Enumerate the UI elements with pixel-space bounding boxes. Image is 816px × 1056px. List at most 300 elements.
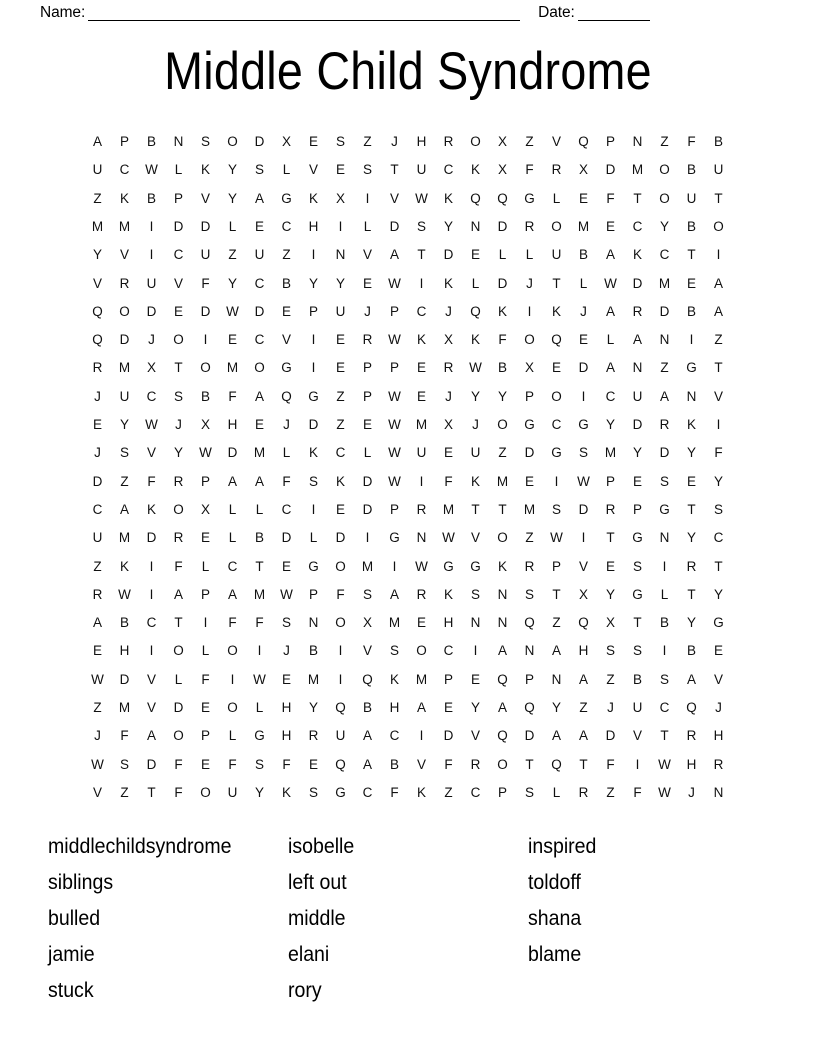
grid-cell[interactable]: D [389, 218, 400, 234]
grid-cell[interactable]: V [470, 728, 480, 744]
grid-cell[interactable]: C [362, 784, 373, 800]
grid-cell[interactable]: J [175, 417, 182, 433]
grid-cell[interactable]: C [119, 162, 130, 178]
grid-cell[interactable]: C [416, 303, 427, 319]
grid-cell[interactable]: V [173, 275, 183, 291]
grid-cell[interactable]: A [713, 303, 723, 319]
grid-cell[interactable]: L [471, 275, 480, 291]
grid-cell[interactable]: B [389, 756, 399, 772]
grid-cell[interactable]: L [579, 275, 588, 291]
grid-cell[interactable]: I [311, 501, 316, 517]
grid-cell[interactable]: E [470, 247, 480, 263]
grid-cell[interactable]: F [525, 162, 534, 178]
grid-cell[interactable]: U [551, 247, 562, 263]
grid-cell[interactable]: I [365, 190, 370, 206]
grid-cell[interactable]: O [227, 700, 238, 716]
grid-cell[interactable]: B [686, 218, 696, 234]
grid-cell[interactable]: E [524, 473, 534, 489]
grid-cell[interactable]: Y [551, 700, 561, 716]
grid-cell[interactable]: L [201, 558, 210, 574]
grid-cell[interactable]: J [94, 445, 101, 461]
grid-cell[interactable]: E [686, 473, 696, 489]
grid-cell[interactable]: R [470, 756, 481, 772]
grid-cell[interactable]: R [173, 530, 184, 546]
grid-cell[interactable]: Z [660, 360, 669, 376]
grid-cell[interactable]: K [443, 275, 453, 291]
grid-cell[interactable]: I [338, 671, 343, 687]
grid-cell[interactable]: I [635, 756, 640, 772]
grid-cell[interactable]: N [308, 615, 319, 631]
grid-cell[interactable]: D [200, 218, 211, 234]
grid-cell[interactable]: S [551, 501, 561, 517]
grid-cell[interactable]: O [119, 303, 130, 319]
grid-cell[interactable]: W [388, 445, 401, 461]
grid-cell[interactable]: H [119, 643, 130, 659]
grid-cell[interactable]: R [686, 728, 697, 744]
grid-cell[interactable]: Q [470, 303, 481, 319]
grid-cell[interactable]: E [254, 417, 264, 433]
grid-cell[interactable]: Y [605, 586, 615, 602]
grid-cell[interactable]: P [524, 671, 534, 687]
grid-cell[interactable]: D [524, 728, 535, 744]
grid-cell[interactable]: X [200, 417, 210, 433]
grid-cell[interactable]: E [308, 134, 318, 150]
grid-cell[interactable]: A [632, 332, 642, 348]
grid-cell[interactable]: Q [335, 756, 346, 772]
grid-cell[interactable]: W [604, 275, 617, 291]
grid-cell[interactable]: F [228, 615, 237, 631]
grid-cell[interactable]: D [119, 332, 130, 348]
grid-cell[interactable]: V [146, 445, 156, 461]
grid-cell[interactable]: N [659, 332, 670, 348]
grid-cell[interactable]: S [470, 586, 480, 602]
grid-cell[interactable]: I [365, 530, 370, 546]
grid-cell[interactable]: E [416, 360, 426, 376]
grid-cell[interactable]: U [632, 388, 643, 404]
grid-cell[interactable]: C [659, 700, 670, 716]
grid-cell[interactable]: X [281, 134, 291, 150]
grid-cell[interactable]: B [659, 615, 669, 631]
grid-cell[interactable]: Y [227, 162, 237, 178]
grid-cell[interactable]: Y [713, 473, 723, 489]
word-list-item[interactable]: middle [288, 906, 346, 930]
grid-cell[interactable]: E [362, 417, 372, 433]
grid-cell[interactable]: S [254, 756, 264, 772]
grid-cell[interactable]: D [92, 473, 103, 489]
grid-cell[interactable]: I [662, 643, 667, 659]
grid-cell[interactable]: A [92, 134, 102, 150]
grid-cell[interactable]: F [282, 756, 291, 772]
grid-cell[interactable]: F [687, 134, 696, 150]
grid-cell[interactable]: A [389, 586, 399, 602]
grid-cell[interactable]: F [174, 558, 183, 574]
grid-cell[interactable]: Z [525, 134, 534, 150]
grid-cell[interactable]: N [659, 530, 670, 546]
grid-cell[interactable]: M [361, 558, 374, 574]
grid-cell[interactable]: I [419, 728, 424, 744]
grid-cell[interactable]: V [416, 756, 426, 772]
grid-cell[interactable]: C [92, 501, 103, 517]
grid-cell[interactable]: P [173, 190, 183, 206]
grid-cell[interactable]: Q [551, 756, 562, 772]
grid-cell[interactable]: V [281, 332, 291, 348]
grid-cell[interactable]: Q [92, 303, 103, 319]
grid-cell[interactable]: A [362, 728, 372, 744]
grid-cell[interactable]: N [551, 671, 562, 687]
grid-cell[interactable]: Y [686, 445, 696, 461]
word-list-item[interactable]: jamie [48, 942, 95, 966]
grid-cell[interactable]: O [497, 530, 508, 546]
grid-cell[interactable]: E [605, 558, 615, 574]
word-list-item[interactable]: rory [288, 978, 322, 1002]
grid-cell[interactable]: V [362, 643, 372, 659]
grid-cell[interactable]: L [174, 671, 183, 687]
grid-cell[interactable]: S [578, 445, 588, 461]
grid-cell[interactable]: Z [93, 558, 102, 574]
grid-cell[interactable]: H [443, 615, 454, 631]
grid-cell[interactable]: D [200, 303, 211, 319]
grid-cell[interactable]: I [473, 643, 478, 659]
grid-cell[interactable]: E [92, 417, 102, 433]
grid-cell[interactable]: G [308, 558, 319, 574]
grid-cell[interactable]: Q [524, 615, 535, 631]
grid-cell[interactable]: K [200, 162, 210, 178]
grid-cell[interactable]: K [308, 190, 318, 206]
grid-cell[interactable]: D [605, 728, 616, 744]
grid-cell[interactable]: U [227, 784, 238, 800]
grid-cell[interactable]: V [308, 162, 318, 178]
grid-cell[interactable]: U [686, 190, 697, 206]
grid-cell[interactable]: N [524, 643, 535, 659]
grid-cell[interactable]: J [607, 700, 614, 716]
grid-cell[interactable]: M [442, 501, 455, 517]
grid-cell[interactable]: F [390, 784, 399, 800]
grid-cell[interactable]: I [230, 671, 235, 687]
grid-cell[interactable]: G [632, 586, 643, 602]
grid-cell[interactable]: U [335, 303, 346, 319]
grid-cell[interactable]: H [281, 700, 292, 716]
grid-cell[interactable]: E [254, 218, 264, 234]
grid-cell[interactable]: L [309, 530, 318, 546]
grid-cell[interactable]: E [362, 275, 372, 291]
grid-cell[interactable]: M [604, 445, 617, 461]
grid-cell[interactable]: R [92, 360, 103, 376]
grid-cell[interactable]: Z [93, 190, 102, 206]
grid-cell[interactable]: F [228, 388, 237, 404]
grid-cell[interactable]: M [496, 473, 509, 489]
grid-cell[interactable]: F [444, 756, 453, 772]
grid-cell[interactable]: U [92, 162, 103, 178]
grid-cell[interactable]: K [416, 784, 426, 800]
grid-cell[interactable]: Y [470, 700, 480, 716]
grid-cell[interactable]: T [552, 586, 561, 602]
grid-cell[interactable]: D [308, 417, 319, 433]
grid-cell[interactable]: X [605, 615, 615, 631]
grid-cell[interactable]: M [253, 445, 266, 461]
grid-cell[interactable]: C [254, 275, 265, 291]
grid-cell[interactable]: U [470, 445, 481, 461]
grid-cell[interactable]: Y [254, 784, 264, 800]
grid-cell[interactable]: U [416, 445, 427, 461]
grid-cell[interactable]: Z [525, 530, 534, 546]
grid-cell[interactable]: K [470, 332, 480, 348]
grid-cell[interactable]: Z [714, 332, 723, 348]
grid-cell[interactable]: V [389, 190, 399, 206]
grid-cell[interactable]: G [389, 530, 400, 546]
grid-cell[interactable]: E [173, 303, 183, 319]
grid-cell[interactable]: T [525, 756, 534, 772]
grid-cell[interactable]: C [659, 247, 670, 263]
grid-cell[interactable]: Z [606, 784, 615, 800]
grid-cell[interactable]: C [254, 332, 265, 348]
grid-cell[interactable]: P [362, 388, 372, 404]
grid-cell[interactable]: D [173, 700, 184, 716]
grid-cell[interactable]: N [470, 615, 481, 631]
grid-cell[interactable]: Q [497, 671, 508, 687]
grid-cell[interactable]: A [551, 728, 561, 744]
grid-cell[interactable]: T [606, 530, 615, 546]
grid-cell[interactable]: V [92, 275, 102, 291]
grid-cell[interactable]: K [470, 162, 480, 178]
grid-cell[interactable]: G [686, 360, 697, 376]
grid-cell[interactable]: D [632, 275, 643, 291]
grid-cell[interactable]: W [91, 671, 104, 687]
grid-cell[interactable]: T [687, 586, 696, 602]
grid-cell[interactable]: W [415, 558, 428, 574]
grid-cell[interactable]: L [363, 218, 372, 234]
grid-cell[interactable]: G [308, 388, 319, 404]
grid-cell[interactable]: X [200, 501, 210, 517]
grid-cell[interactable]: T [147, 784, 156, 800]
grid-cell[interactable]: D [362, 473, 373, 489]
grid-cell[interactable]: W [388, 332, 401, 348]
grid-cell[interactable]: L [525, 247, 534, 263]
grid-cell[interactable]: N [173, 134, 184, 150]
grid-cell[interactable]: O [659, 190, 670, 206]
grid-cell[interactable]: R [362, 332, 373, 348]
grid-cell[interactable]: M [118, 700, 131, 716]
grid-cell[interactable]: A [389, 247, 399, 263]
grid-cell[interactable]: M [658, 275, 671, 291]
grid-cell[interactable]: A [659, 388, 669, 404]
grid-cell[interactable]: A [605, 247, 615, 263]
grid-cell[interactable]: O [227, 134, 238, 150]
grid-cell[interactable]: I [662, 558, 667, 574]
grid-cell[interactable]: M [307, 671, 320, 687]
grid-cell[interactable]: F [255, 615, 264, 631]
grid-cell[interactable]: Q [524, 700, 535, 716]
grid-cell[interactable]: P [308, 303, 318, 319]
grid-cell[interactable]: R [578, 784, 589, 800]
grid-cell[interactable]: U [416, 162, 427, 178]
grid-cell[interactable]: I [554, 473, 559, 489]
grid-cell[interactable]: G [470, 558, 481, 574]
grid-cell[interactable]: J [364, 303, 371, 319]
grid-cell[interactable]: N [497, 615, 508, 631]
grid-cell[interactable]: O [335, 558, 346, 574]
grid-cell[interactable]: F [282, 473, 291, 489]
grid-cell[interactable]: B [686, 643, 696, 659]
grid-cell[interactable]: J [94, 728, 101, 744]
grid-cell[interactable]: Y [308, 700, 318, 716]
grid-cell[interactable]: A [254, 473, 264, 489]
grid-cell[interactable]: W [658, 756, 671, 772]
grid-cell[interactable]: R [659, 417, 670, 433]
grid-cell[interactable]: W [253, 671, 266, 687]
grid-cell[interactable]: B [200, 388, 210, 404]
grid-cell[interactable]: O [713, 218, 724, 234]
grid-cell[interactable]: I [149, 247, 154, 263]
grid-cell[interactable]: E [281, 303, 291, 319]
grid-cell[interactable]: W [442, 530, 455, 546]
grid-cell[interactable]: Y [686, 615, 696, 631]
grid-cell[interactable]: R [416, 501, 427, 517]
grid-cell[interactable]: Y [308, 275, 318, 291]
grid-cell[interactable]: V [119, 247, 129, 263]
grid-cell[interactable]: E [632, 473, 642, 489]
grid-cell[interactable]: W [145, 162, 158, 178]
grid-cell[interactable]: P [389, 303, 399, 319]
grid-cell[interactable]: K [146, 501, 156, 517]
grid-cell[interactable]: P [524, 388, 534, 404]
grid-cell[interactable]: J [445, 303, 452, 319]
grid-cell[interactable]: I [581, 388, 586, 404]
grid-cell[interactable]: S [632, 558, 642, 574]
grid-cell[interactable]: Z [228, 247, 237, 263]
grid-cell[interactable]: I [203, 615, 208, 631]
grid-cell[interactable]: S [254, 162, 264, 178]
grid-cell[interactable]: R [173, 473, 184, 489]
grid-cell[interactable]: I [716, 247, 721, 263]
grid-cell[interactable]: B [713, 134, 723, 150]
grid-cell[interactable]: I [311, 360, 316, 376]
grid-cell[interactable]: Z [93, 700, 102, 716]
grid-cell[interactable]: P [605, 473, 615, 489]
grid-cell[interactable]: O [659, 162, 670, 178]
grid-cell[interactable]: Q [335, 700, 346, 716]
grid-cell[interactable]: P [389, 501, 399, 517]
grid-cell[interactable]: E [416, 615, 426, 631]
grid-cell[interactable]: K [551, 303, 561, 319]
grid-cell[interactable]: O [227, 643, 238, 659]
grid-cell[interactable]: Y [173, 445, 183, 461]
grid-cell[interactable]: G [578, 417, 589, 433]
grid-cell[interactable]: A [362, 756, 372, 772]
word-list-item[interactable]: toldoff [528, 870, 581, 894]
grid-cell[interactable]: I [716, 417, 721, 433]
grid-cell[interactable]: J [283, 417, 290, 433]
grid-cell[interactable]: G [443, 558, 454, 574]
grid-cell[interactable]: T [417, 247, 426, 263]
grid-cell[interactable]: F [147, 473, 156, 489]
grid-cell[interactable]: P [443, 671, 453, 687]
grid-cell[interactable]: E [281, 671, 291, 687]
grid-cell[interactable]: C [335, 445, 346, 461]
grid-cell[interactable]: E [578, 332, 588, 348]
grid-cell[interactable]: O [200, 360, 211, 376]
grid-cell[interactable]: Z [606, 671, 615, 687]
grid-cell[interactable]: T [633, 615, 642, 631]
grid-cell[interactable]: Q [578, 134, 589, 150]
grid-cell[interactable]: A [227, 586, 237, 602]
grid-cell[interactable]: I [149, 558, 154, 574]
grid-cell[interactable]: N [632, 360, 643, 376]
grid-cell[interactable]: Y [443, 218, 453, 234]
grid-cell[interactable]: E [578, 190, 588, 206]
grid-cell[interactable]: N [416, 530, 427, 546]
grid-cell[interactable]: X [362, 615, 372, 631]
grid-cell[interactable]: E [200, 700, 210, 716]
grid-cell[interactable]: T [714, 558, 723, 574]
grid-cell[interactable]: V [146, 671, 156, 687]
grid-cell[interactable]: H [227, 417, 238, 433]
grid-cell[interactable]: A [551, 643, 561, 659]
grid-cell[interactable]: J [445, 388, 452, 404]
grid-cell[interactable]: D [497, 218, 508, 234]
grid-cell[interactable]: S [308, 784, 318, 800]
grid-cell[interactable]: M [226, 360, 239, 376]
grid-cell[interactable]: T [687, 501, 696, 517]
grid-cell[interactable]: I [338, 218, 343, 234]
grid-cell[interactable]: D [227, 445, 238, 461]
word-list-item[interactable]: elani [288, 942, 330, 966]
grid-cell[interactable]: C [173, 247, 184, 263]
grid-cell[interactable]: E [443, 445, 453, 461]
word-list-item[interactable]: shana [528, 906, 582, 930]
grid-cell[interactable]: K [416, 332, 426, 348]
grid-cell[interactable]: O [173, 643, 184, 659]
grid-cell[interactable]: D [362, 501, 373, 517]
grid-cell[interactable]: W [469, 360, 482, 376]
grid-cell[interactable]: R [551, 162, 562, 178]
grid-cell[interactable]: A [578, 728, 588, 744]
grid-cell[interactable]: K [497, 558, 507, 574]
grid-cell[interactable]: L [174, 162, 183, 178]
grid-cell[interactable]: Z [498, 445, 507, 461]
grid-cell[interactable]: U [632, 700, 643, 716]
grid-cell[interactable]: W [388, 275, 401, 291]
word-list-item[interactable]: inspired [528, 834, 597, 858]
grid-cell[interactable]: D [632, 417, 643, 433]
grid-cell[interactable]: X [443, 417, 453, 433]
grid-cell[interactable]: G [551, 445, 562, 461]
grid-cell[interactable]: L [660, 586, 669, 602]
grid-cell[interactable]: A [497, 700, 507, 716]
grid-cell[interactable]: I [527, 303, 532, 319]
grid-cell[interactable]: J [688, 784, 695, 800]
grid-cell[interactable]: F [174, 756, 183, 772]
grid-cell[interactable]: J [148, 332, 155, 348]
grid-cell[interactable]: X [497, 134, 507, 150]
grid-cell[interactable]: L [228, 530, 237, 546]
grid-cell[interactable]: R [308, 728, 319, 744]
grid-cell[interactable]: E [200, 756, 210, 772]
grid-cell[interactable]: H [389, 700, 400, 716]
grid-cell[interactable]: N [713, 784, 724, 800]
grid-cell[interactable]: F [228, 756, 237, 772]
grid-cell[interactable]: D [497, 275, 508, 291]
grid-cell[interactable]: J [715, 700, 722, 716]
grid-cell[interactable]: P [632, 501, 642, 517]
grid-cell[interactable]: G [524, 417, 535, 433]
grid-cell[interactable]: U [254, 247, 265, 263]
grid-cell[interactable]: A [713, 275, 723, 291]
grid-cell[interactable]: J [580, 303, 587, 319]
grid-cell[interactable]: J [94, 388, 101, 404]
grid-cell[interactable]: S [281, 615, 291, 631]
grid-cell[interactable]: Q [281, 388, 292, 404]
grid-cell[interactable]: R [713, 756, 724, 772]
